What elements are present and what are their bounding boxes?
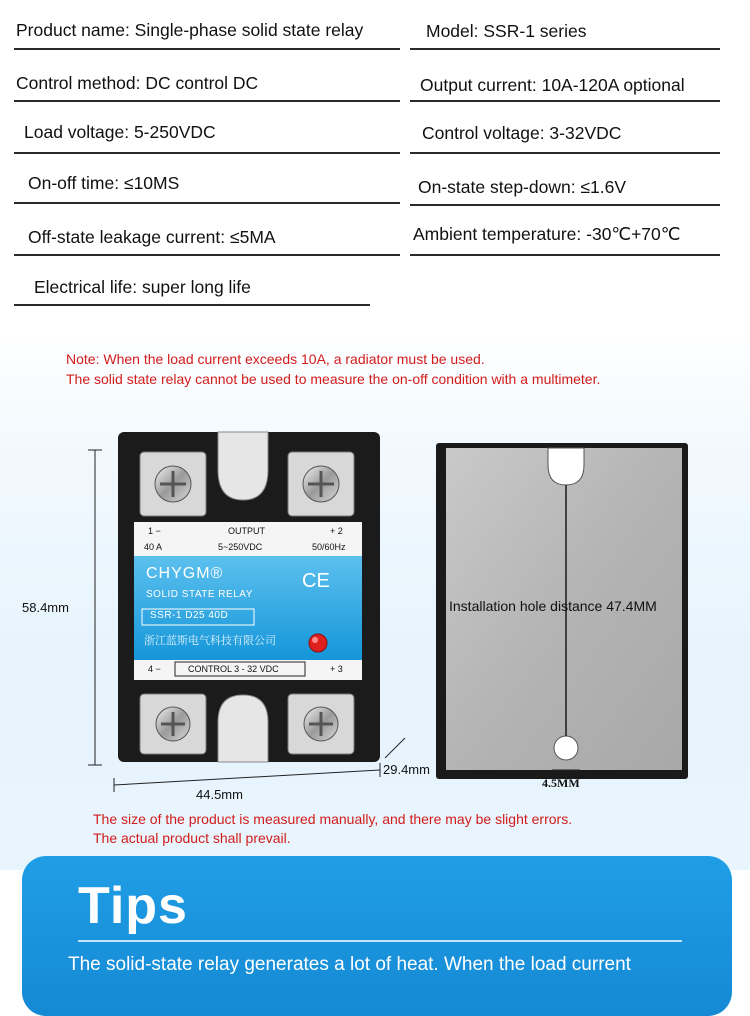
- label-control: CONTROL 3 - 32 VDC: [188, 664, 279, 674]
- label-ce-mark: CE: [302, 570, 330, 592]
- label-output: OUTPUT: [228, 526, 265, 536]
- height-dimension-line: [88, 450, 102, 765]
- spec-output-current: Output current: 10A-120A optional: [420, 75, 685, 95]
- tips-text: The solid-state relay generates a lot of heat. When the load current: [68, 954, 631, 975]
- label-model-code: SSR-1 D25 40D: [150, 610, 229, 621]
- note-multimeter: The solid state relay cannot be used to measure the on-off condition with a multimeter.: [66, 371, 601, 387]
- label-terminal-3: + 3: [330, 664, 343, 674]
- label-manufacturer: 浙江蓝斯电气科技有限公司: [144, 635, 276, 647]
- tips-panel: [22, 856, 732, 1016]
- spec-control-method: Control method: DC control DC: [16, 73, 259, 93]
- height-dimension: 58.4mm: [22, 600, 69, 615]
- spec-product-name: Product name: Single-phase solid state relay: [16, 20, 364, 40]
- spec-on-state-step-down: On-state step-down: ≤1.6V: [418, 177, 627, 197]
- spec-electrical-life: Electrical life: super long life: [34, 277, 251, 297]
- width-dimension: 44.5mm: [196, 787, 243, 802]
- depth-dimension-line: [385, 738, 405, 758]
- note-actual-product: The actual product shall prevail.: [93, 830, 291, 846]
- hole-size-label: 4.5MM: [542, 776, 580, 790]
- spec-model: Model: SSR-1 series: [426, 21, 587, 41]
- label-terminal-2: + 2: [330, 526, 343, 536]
- note-measured-manually: The size of the product is measured manually, and there may be slight errors.: [93, 811, 573, 827]
- label-brand: CHYGM®: [146, 565, 224, 582]
- label-rating-current: 40 A: [144, 542, 163, 552]
- label-rating-freq: 50/60Hz: [312, 542, 346, 552]
- label-terminal-1: 1 −: [148, 526, 161, 536]
- depth-dimension: 29.4mm: [383, 762, 430, 777]
- spec-ambient-temperature: Ambient temperature: -30℃+70℃: [413, 224, 681, 244]
- tips-divider: [78, 940, 682, 942]
- spec-control-voltage: Control voltage: 3-32VDC: [422, 123, 622, 143]
- hole-distance-label: Installation hole distance 47.4MM: [449, 598, 657, 614]
- status-led: [309, 634, 327, 652]
- width-dimension-line: [114, 763, 380, 792]
- label-type: SOLID STATE RELAY: [146, 589, 253, 600]
- note-radiator: Note: When the load current exceeds 10A, a radiator must be used.: [66, 351, 485, 367]
- spec-on-off-time: On-off time: ≤10MS: [28, 173, 180, 193]
- label-terminal-4: 4 −: [148, 664, 161, 674]
- label-rating-voltage: 5~250VDC: [218, 542, 263, 552]
- spec-off-state-leakage: Off-state leakage current: ≤5MA: [28, 227, 276, 247]
- tips-title: Tips: [78, 877, 188, 935]
- spec-load-voltage: Load voltage: 5-250VDC: [24, 122, 216, 142]
